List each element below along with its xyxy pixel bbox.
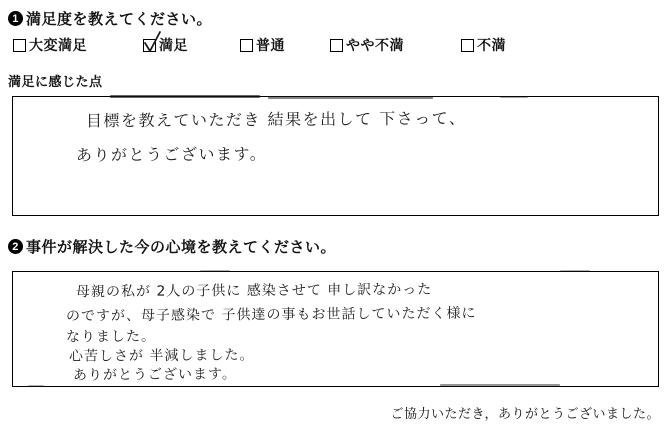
scan-smudge [200, 270, 230, 272]
handwritten-line: 目標を教えていただき 結果を出して 下さって、 [85, 108, 467, 131]
option-satisfied[interactable] [143, 35, 188, 55]
handwritten-line: なりました。 [65, 328, 157, 346]
checkbox-somewhat-dissatisfied[interactable] [330, 39, 343, 52]
question1-number-badge: 1 [8, 11, 23, 26]
scan-smudge [560, 270, 590, 272]
question2-number-badge: 2 [8, 239, 23, 254]
checkbox-neutral[interactable] [240, 39, 253, 52]
option-neutral[interactable] [240, 35, 285, 55]
check-icon [141, 30, 163, 54]
option-dissatisfied[interactable] [461, 35, 506, 55]
footer-thanks-text: ご協力いただき，ありがとうございました。 [390, 406, 660, 421]
satisfied-points-label: 満足に感じた点 [8, 74, 103, 89]
handwritten-line: 母親の私が 2人の子供に 感染させて 申し訳なかった [75, 281, 433, 301]
question2-title: 事件が解決した今の心境を教えてください。 [26, 240, 337, 256]
option-very-satisfied[interactable] [13, 35, 87, 55]
question1-heading [8, 8, 212, 29]
checkbox-very-satisfied[interactable] [13, 39, 26, 52]
option-label: 満足 [159, 39, 188, 54]
handwritten-line: ありがとうございます。 [75, 144, 268, 165]
handwritten-line: ありがとうございます。 [72, 366, 237, 384]
scan-smudge [268, 96, 433, 99]
question1-title: 満足度を教えてください。 [26, 12, 213, 28]
option-label: 大変満足 [29, 39, 87, 54]
checkbox-satisfied[interactable] [143, 39, 156, 52]
option-label: 普通 [256, 39, 285, 54]
answer-box-question1 [12, 96, 659, 216]
option-label: 不満 [477, 39, 506, 54]
handwritten-line: 心苦しさが 半減しました。 [68, 347, 255, 365]
satisfaction-options-row [0, 35, 668, 55]
handwritten-line: のですが、母子感染で 子供達の事もお世話していただく様に [65, 305, 477, 325]
scan-smudge [110, 95, 260, 98]
answer-box-question2 [12, 271, 659, 387]
option-somewhat-dissatisfied[interactable] [330, 35, 404, 55]
scan-smudge [28, 385, 44, 387]
scan-smudge [500, 96, 528, 98]
question2-heading [8, 236, 336, 257]
option-label: やや不満 [346, 39, 404, 54]
scan-smudge [440, 384, 560, 387]
checkbox-dissatisfied[interactable] [461, 39, 474, 52]
